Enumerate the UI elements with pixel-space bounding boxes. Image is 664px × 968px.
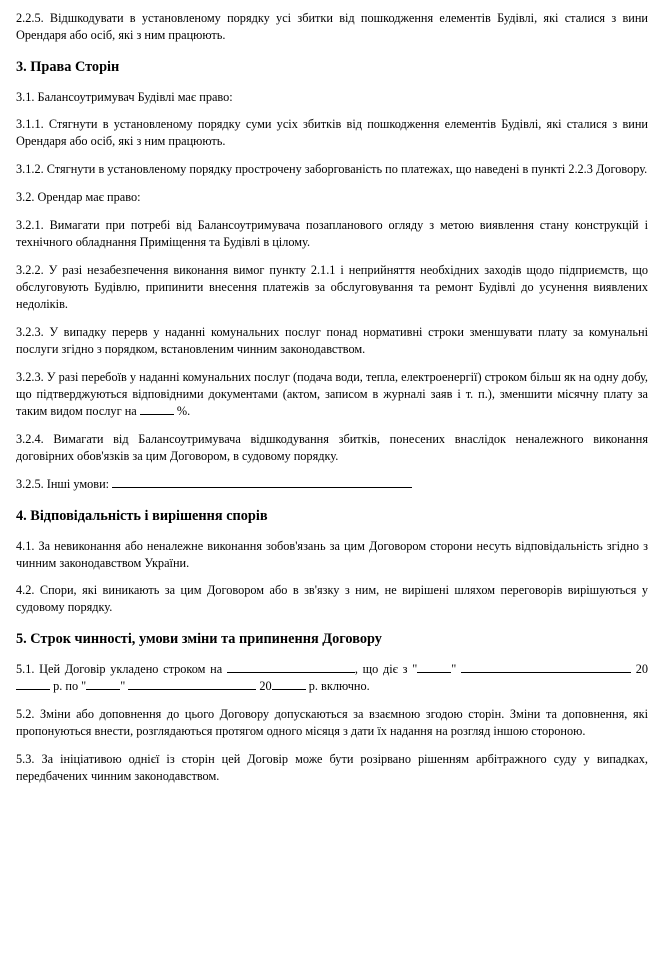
clause-5-1-blank-field-1[interactable]	[227, 672, 355, 673]
clause-3-2-3a: 3.2.3. У випадку перерв у наданні комунальних послуг понад нормативні строки зменшувати плату за комунальні послуги згідно з порядком, встановленим чинним законодавством.	[16, 325, 648, 357]
clause-5-1-text-14: р. включно.	[305, 678, 370, 693]
clause-5-1-text-12: 20	[256, 678, 272, 693]
clause-3-2-3b-text-after: %.	[173, 404, 191, 419]
clause-3-2-2: 3.2.2. У разі незабезпечення виконання вимог пункту 2.1.1 і неприйняття необхідних заходів щодо підприємств, що обслуговують Будівлю, припинити внесення платежів за обслуговування та ремонт Будівлі до усунення виявлених недоліків.	[16, 263, 648, 312]
section-heading-5: 5. Строк чинності, умови зміни та припинення Договору	[16, 631, 382, 648]
clause-3-2-5-text-before: 3.2.5. Інші умови:	[16, 476, 113, 491]
clause-4-1: 4.1. За невиконання або неналежне виконання зобов'язань за цим Договором сторони несуть відповідальність згідно з чинним законодавством України.	[16, 538, 648, 570]
clause-2-2-5: 2.2.5. Відшкодувати в установленому порядку усі збитки від пошкодження елементів Будівлі, які сталися з вини Орендаря або осіб, які з ним працюють.	[16, 11, 648, 42]
clause-5-1-text-2: , що діє з "	[354, 661, 418, 676]
clause-5-1-text-4: "	[451, 661, 461, 676]
clause-5-2: 5.2. Зміни або доповнення до цього Договору допускаються за взаємною згодою сторін. Зміни та доповнення, які пропонуються внести, розглядаються протягом одного місяця з дати їх надання на розгляд іншою стороною.	[16, 706, 648, 738]
clause-5-1-blank-field-3[interactable]	[417, 672, 451, 673]
clause-3-1-2: 3.1.2. Стягнути в установленому порядку прострочену заборгованість по платежах, що наведені в пункті 2.2.3 Договору.	[16, 162, 648, 177]
clause-5-1-text-6: 20	[630, 661, 648, 676]
clause-3-2: 3.2. Орендар має право:	[16, 190, 141, 205]
section-heading-3: 3. Права Сторін	[16, 58, 120, 75]
clause-3-2-1: 3.2.1. Вимагати при потребі від Балансоутримувача позапланового огляду з метою виявлення стану конструкцій і технічного обладнання Приміщення та Будівлі в цілому.	[16, 218, 648, 250]
section-heading-4: 4. Відповідальність і вирішення спорів	[16, 507, 268, 524]
clause-3-2-5	[16, 476, 648, 493]
clause-3-1-1: 3.1.1. Стягнути в установленому порядку суми усіх збитків від пошкодження елементів Будівлі, які сталися з вини Орендаря або осіб, які з ним працюють.	[16, 117, 648, 149]
clause-5-1	[16, 661, 648, 695]
percent-blank-field[interactable]	[140, 414, 174, 415]
clause-4-2: 4.2. Спори, які виникають за цим Договором або в зв'язку з ним, не вирішені шляхом переговорів вирішуються у судовому порядку.	[16, 583, 648, 615]
clause-5-1-blank-field-13[interactable]	[272, 689, 306, 690]
clause-3-2-4: 3.2.4. Вимагати від Балансоутримувача відшкодування збитків, понесених внаслідок неналежного виконання договірних обов'язків за цим Договором, в судовому порядку.	[16, 432, 648, 464]
clause-5-1-text-10: "	[120, 678, 129, 693]
clause-5-1-text-0: 5.1. Цей Договір укладено строком на	[16, 661, 227, 676]
clause-3-1: 3.1. Балансоутримувач Будівлі має право:	[16, 89, 233, 104]
clause-5-1-text-8: р. по "	[50, 678, 87, 693]
clause-5-1-blank-field-5[interactable]	[461, 672, 631, 673]
other-conditions-blank-field[interactable]	[112, 487, 412, 488]
clause-3-2-3b-text-before: 3.2.3. У разі перебоїв у наданні комунальних послуг (подача води, тепла, електроенергії) строком більш як на одну добу, що підтверджуються відповідними документами (актом, записом в журналі заяв і т. п.), зменшити місячну плату за таким видом послуг на	[16, 370, 648, 419]
clause-3-2-3b	[16, 369, 648, 420]
clause-5-1-blank-field-9[interactable]	[86, 689, 120, 690]
clause-5-1-blank-field-7[interactable]	[16, 689, 50, 690]
clause-5-3: 5.3. За ініціативою однієї із сторін цей Договір може бути розірвано рішенням арбітражного суду у випадках, передбачених чинним законодавством.	[16, 751, 648, 783]
clause-5-1-blank-field-11[interactable]	[128, 689, 256, 690]
